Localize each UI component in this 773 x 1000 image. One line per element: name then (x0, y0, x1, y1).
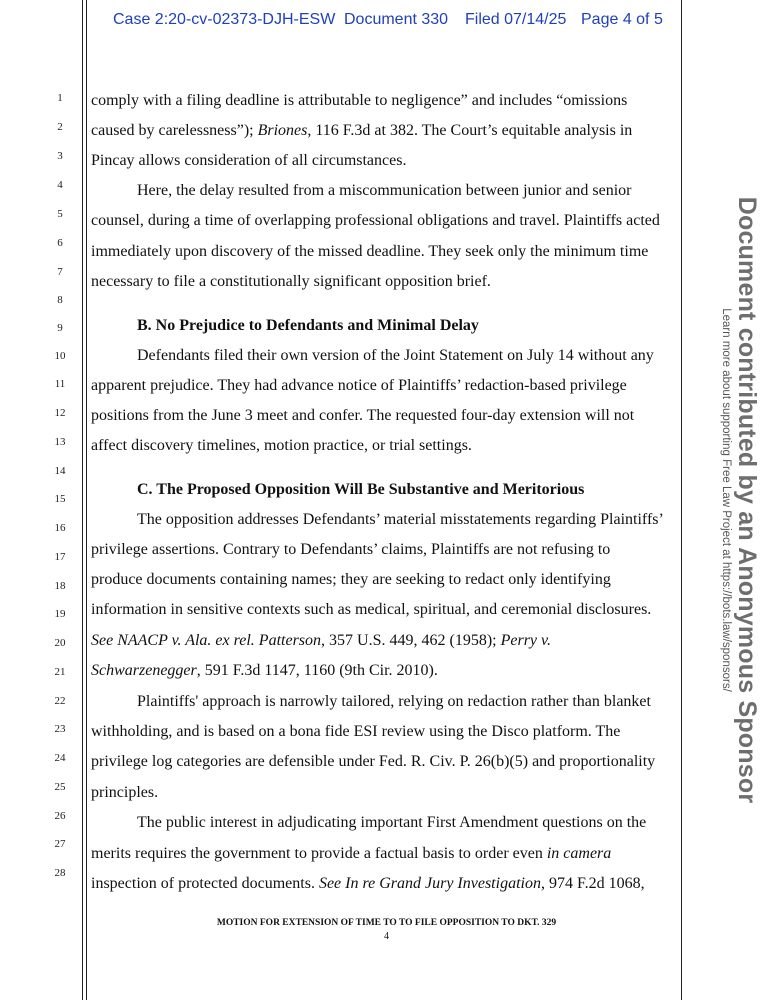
text-run: inspection of protected documents. (91, 875, 319, 892)
line-number: 2 (57, 121, 63, 133)
line-number: 4 (57, 179, 63, 191)
line-number: 6 (57, 237, 63, 249)
document-number: Document 330 (344, 11, 449, 28)
text-run: , 116 F.3d at 382. The Court’s equitable analysis in (307, 122, 633, 139)
line-number: 3 (57, 150, 63, 162)
text-run: , 974 F.2d 1068, (540, 875, 645, 892)
line-number: 23 (54, 723, 66, 735)
line-number: 24 (54, 752, 66, 764)
section-heading-b: B. No Prejudice to Defendants and Minimal Delay (137, 317, 479, 334)
body-line-2 (91, 122, 632, 140)
body-line-26: The public interest in adjudicating important First Amendment questions on the (137, 814, 647, 831)
line-number: 16 (54, 522, 66, 534)
line-number: 25 (54, 781, 66, 793)
line-number: 8 (57, 294, 63, 306)
line-number: 28 (54, 867, 66, 879)
body-line-24: privilege log categories are defensible under Fed. R. Civ. P. 26(b)(5) and proportionality (91, 753, 656, 770)
case-citation: Schwarzenegger (91, 662, 197, 679)
body-line-12: positions from the June 3 meet and confer. The requested four-day extension will not (91, 407, 635, 424)
sponsor-title: Document contributed by an Anonymous Sponsor (733, 196, 761, 804)
line-number: 19 (54, 608, 66, 620)
left-margin-rule (82, 0, 83, 1000)
text-run: caused by carelessness”); (91, 122, 258, 139)
case-citation: See NAACP v. Ala. ex rel. Patterson (91, 632, 322, 649)
footer-title: MOTION FOR EXTENSION OF TIME TO TO FILE OPPOSITION TO DKT. 329 (216, 918, 557, 928)
body-line-28 (91, 875, 645, 893)
left-margin-rule-inner (86, 0, 87, 1000)
line-number: 11 (54, 378, 66, 390)
body-line-7: necessary to file a constitutionally significant opposition brief. (91, 273, 491, 290)
line-number: 21 (54, 666, 66, 678)
right-margin-rule (681, 0, 682, 1000)
line-number: 15 (54, 493, 66, 505)
case-citation: Perry v. (500, 632, 551, 649)
line-number: 9 (57, 322, 63, 334)
line-number: 5 (57, 208, 63, 220)
body-line-4: Here, the delay resulted from a miscommunication between junior and senior (137, 182, 632, 199)
italic-term: in camera (546, 845, 612, 862)
line-number: 20 (54, 637, 66, 649)
case-citation: Briones (257, 122, 308, 139)
body-line-6: immediately upon discovery of the missed deadline. They seek only the minimum time (91, 243, 649, 260)
line-number: 1 (57, 92, 63, 104)
body-line-21 (91, 662, 438, 680)
body-line-10: Defendants filed their own version of the Joint Statement on July 14 without any (137, 347, 654, 364)
line-number: 26 (54, 810, 66, 822)
body-line-17: privilege assertions. Contrary to Defendants’ claims, Plaintiffs are not refusing to (91, 541, 611, 558)
sponsor-link-text: Learn more about supporting Free Law Project at https://bots.law/sponsors/ (720, 308, 732, 692)
line-number: 13 (54, 436, 66, 448)
case-number: Case 2:20-cv-02373-DJH-ESW (113, 11, 336, 28)
body-line-18: produce documents containing names; they are seeking to redact only identifying (91, 571, 611, 588)
line-number: 18 (54, 580, 66, 592)
ecf-header (0, 11, 773, 35)
filed-date: Filed 07/14/25 (465, 11, 567, 28)
line-number: 22 (54, 695, 66, 707)
body-line-3: Pincay allows consideration of all circumstances. (91, 152, 407, 169)
footer-page-number: 4 (384, 931, 389, 942)
body-line-5: counsel, during a time of overlapping professional obligations and travel. Plaintiffs acted (91, 212, 660, 229)
line-number: 14 (54, 465, 66, 477)
section-heading-c: C. The Proposed Opposition Will Be Substantive and Meritorious (137, 481, 585, 498)
case-citation: See In re Grand Jury Investigation (318, 875, 541, 892)
body-line-23: withholding, and is based on a bona fide ESI review using the Disco platform. The (91, 723, 621, 740)
line-number: 10 (54, 350, 66, 362)
text-run: merits requires the government to provide a factual basis to order even (91, 845, 547, 862)
body-line-27 (91, 845, 611, 863)
page-indicator: Page 4 of 5 (581, 11, 663, 28)
text-run: , 357 U.S. 449, 462 (1958); (321, 632, 501, 649)
body-line-11: apparent prejudice. They had advance notice of Plaintiffs’ redaction-based privilege (91, 377, 627, 394)
body-line-25: principles. (91, 784, 159, 801)
sponsor-watermark (719, 197, 761, 804)
line-number: 12 (54, 407, 66, 419)
body-line-1: comply with a filing deadline is attributable to negligence” and includes “omissions (91, 92, 628, 109)
body-line-16: The opposition addresses Defendants’ material misstatements regarding Plaintiffs’ (137, 511, 664, 528)
body-line-19: information in sensitive contexts such as medical, spiritual, and ceremonial disclosures. (91, 601, 652, 618)
body-line-20 (91, 632, 551, 650)
line-number: 17 (54, 551, 66, 563)
line-number: 27 (54, 838, 66, 850)
body-line-22: Plaintiffs' approach is narrowly tailored, relying on redaction rather than blanket (137, 693, 651, 710)
body-line-13: affect discovery timelines, motion practice, or trial settings. (91, 437, 472, 454)
line-number: 7 (57, 266, 63, 278)
text-run: , 591 F.3d 1147, 1160 (9th Cir. 2010). (196, 662, 438, 679)
